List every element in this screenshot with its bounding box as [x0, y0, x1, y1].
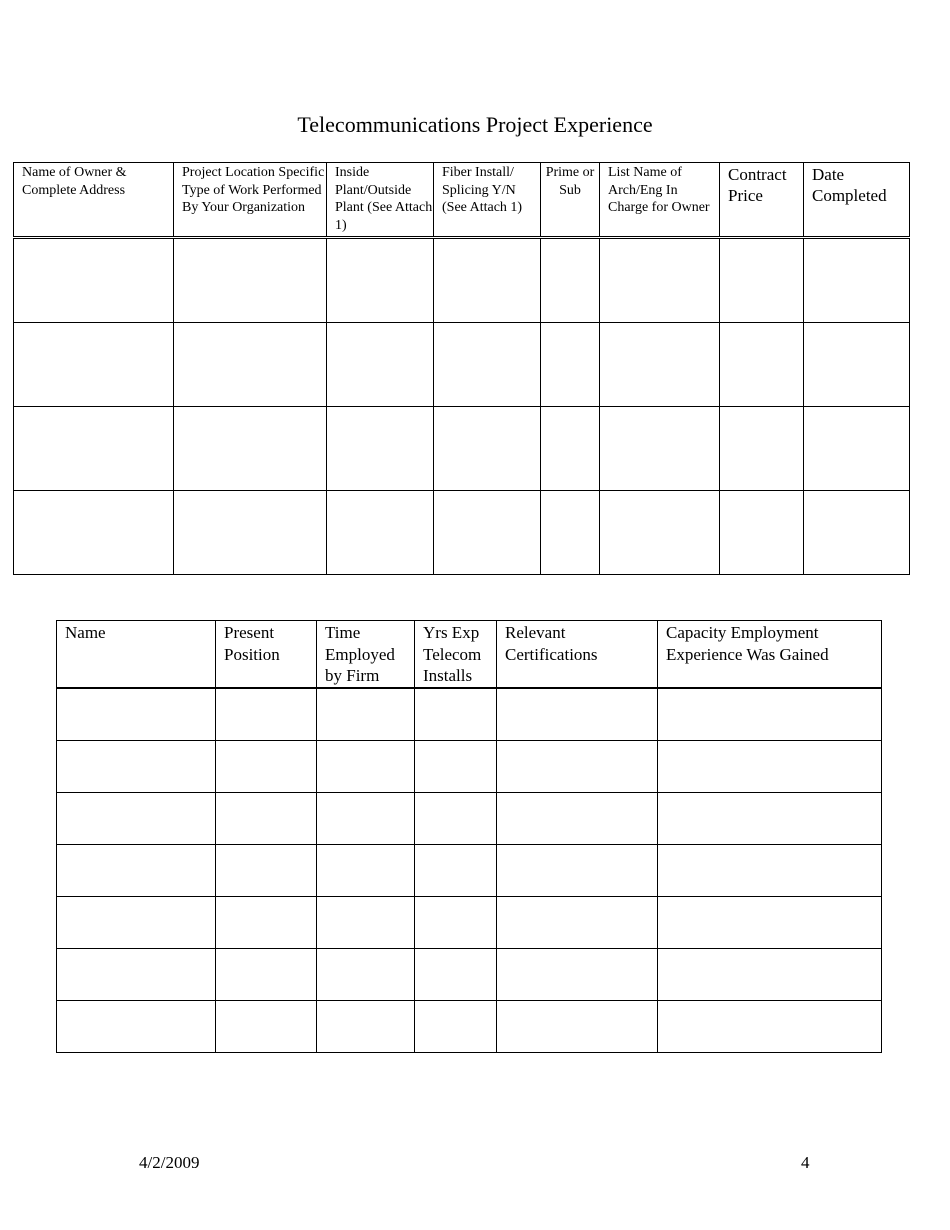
table-cell[interactable]: [497, 740, 658, 792]
table-cell[interactable]: [720, 323, 804, 407]
table-cell[interactable]: [804, 491, 910, 575]
header-arch-eng: List Name of Arch/Eng In Charge for Owner: [600, 163, 720, 238]
table-cell[interactable]: [327, 407, 434, 491]
table-cell[interactable]: [415, 1000, 497, 1052]
table-cell[interactable]: [327, 238, 434, 323]
table-cell[interactable]: [600, 491, 720, 575]
table-cell[interactable]: [658, 1000, 882, 1052]
personnel-table: [56, 620, 882, 1053]
header-time-employed: Time Employed by Firm: [317, 621, 415, 688]
table-cell[interactable]: [497, 792, 658, 844]
table-cell[interactable]: [658, 740, 882, 792]
table-cell[interactable]: [658, 896, 882, 948]
table-cell[interactable]: [216, 1000, 317, 1052]
footer-date: 4/2/2009: [139, 1153, 200, 1172]
table-cell[interactable]: [327, 491, 434, 575]
table-cell[interactable]: [57, 688, 216, 741]
table-cell[interactable]: [600, 323, 720, 407]
header-row: [57, 621, 882, 688]
table-cell[interactable]: [317, 740, 415, 792]
table-cell[interactable]: [600, 407, 720, 491]
table-cell[interactable]: [57, 948, 216, 1000]
header-fiber: Fiber Install/ Splicing Y/N (See Attach 1): [434, 163, 541, 238]
table-cell[interactable]: [434, 407, 541, 491]
table-cell[interactable]: [541, 407, 600, 491]
table-cell[interactable]: [720, 491, 804, 575]
table-row: [14, 491, 910, 575]
table-cell[interactable]: [216, 740, 317, 792]
table-cell[interactable]: [658, 792, 882, 844]
table-cell[interactable]: [216, 792, 317, 844]
table-cell[interactable]: [497, 844, 658, 896]
table-cell[interactable]: [541, 238, 600, 323]
table-row: [57, 844, 882, 896]
table-cell[interactable]: [174, 407, 327, 491]
table-cell[interactable]: [317, 792, 415, 844]
table-cell[interactable]: [216, 688, 317, 741]
table-cell[interactable]: [497, 896, 658, 948]
table-cell[interactable]: [415, 688, 497, 741]
table-cell[interactable]: [658, 844, 882, 896]
table-cell[interactable]: [600, 238, 720, 323]
table-cell[interactable]: [720, 407, 804, 491]
table-row: [57, 896, 882, 948]
header-row: [14, 163, 910, 238]
table-cell[interactable]: [216, 844, 317, 896]
table-cell[interactable]: [57, 740, 216, 792]
table-row: [57, 688, 882, 741]
table-row: [14, 238, 910, 323]
table-cell[interactable]: [174, 491, 327, 575]
header-date-completed: Date Completed: [804, 163, 910, 238]
table-cell[interactable]: [415, 948, 497, 1000]
table-row: [57, 1000, 882, 1052]
table-cell[interactable]: [174, 238, 327, 323]
table-cell[interactable]: [415, 792, 497, 844]
header-certifications: Relevant Certifications: [497, 621, 658, 688]
project-experience-table: [13, 162, 910, 575]
table-cell[interactable]: [57, 792, 216, 844]
table-cell[interactable]: [317, 844, 415, 896]
table-cell[interactable]: [14, 491, 174, 575]
table-cell[interactable]: [658, 688, 882, 741]
header-prime-sub: Prime or Sub: [541, 163, 600, 238]
table-cell[interactable]: [216, 948, 317, 1000]
header-name: Name: [57, 621, 216, 688]
header-owner: Name of Owner & Complete Address: [14, 163, 174, 238]
table-cell[interactable]: [57, 896, 216, 948]
header-years-exp: Yrs Exp Telecom Installs: [415, 621, 497, 688]
table-row: [14, 407, 910, 491]
table-cell[interactable]: [804, 238, 910, 323]
table-cell[interactable]: [174, 323, 327, 407]
table-cell[interactable]: [415, 844, 497, 896]
table-cell[interactable]: [14, 323, 174, 407]
table-cell[interactable]: [658, 948, 882, 1000]
table-row: [57, 792, 882, 844]
table-cell[interactable]: [317, 948, 415, 1000]
table-cell[interactable]: [14, 407, 174, 491]
footer-page-number: 4: [801, 1153, 810, 1172]
table-cell[interactable]: [57, 844, 216, 896]
table-cell[interactable]: [317, 1000, 415, 1052]
table-cell[interactable]: [327, 323, 434, 407]
header-plant: Inside Plant/Outside Plant (See Attach 1): [327, 163, 434, 238]
table-cell[interactable]: [434, 323, 541, 407]
table-cell[interactable]: [434, 491, 541, 575]
table-cell[interactable]: [434, 238, 541, 323]
table-cell[interactable]: [14, 238, 174, 323]
table-cell[interactable]: [541, 323, 600, 407]
table-cell[interactable]: [497, 1000, 658, 1052]
table-row: [14, 323, 910, 407]
table-cell[interactable]: [541, 491, 600, 575]
header-position: Present Position: [216, 621, 317, 688]
header-contract-price: Contract Price: [720, 163, 804, 238]
table-row: [57, 740, 882, 792]
table-row: [57, 948, 882, 1000]
table-cell[interactable]: [317, 896, 415, 948]
table-cell[interactable]: [804, 407, 910, 491]
header-capacity: Capacity Employment Experience Was Gained: [658, 621, 882, 688]
table-cell[interactable]: [804, 323, 910, 407]
table-cell[interactable]: [720, 238, 804, 323]
table-cell[interactable]: [415, 740, 497, 792]
header-location: Project Location Specific Type of Work Performed By Your Organization: [174, 163, 327, 238]
table-cell[interactable]: [415, 896, 497, 948]
page-title: Telecommunications Project Experience: [297, 112, 653, 137]
table-cell[interactable]: [497, 948, 658, 1000]
table-cell[interactable]: [216, 896, 317, 948]
table-cell[interactable]: [497, 688, 658, 741]
table-cell[interactable]: [317, 688, 415, 741]
table-cell[interactable]: [57, 1000, 216, 1052]
